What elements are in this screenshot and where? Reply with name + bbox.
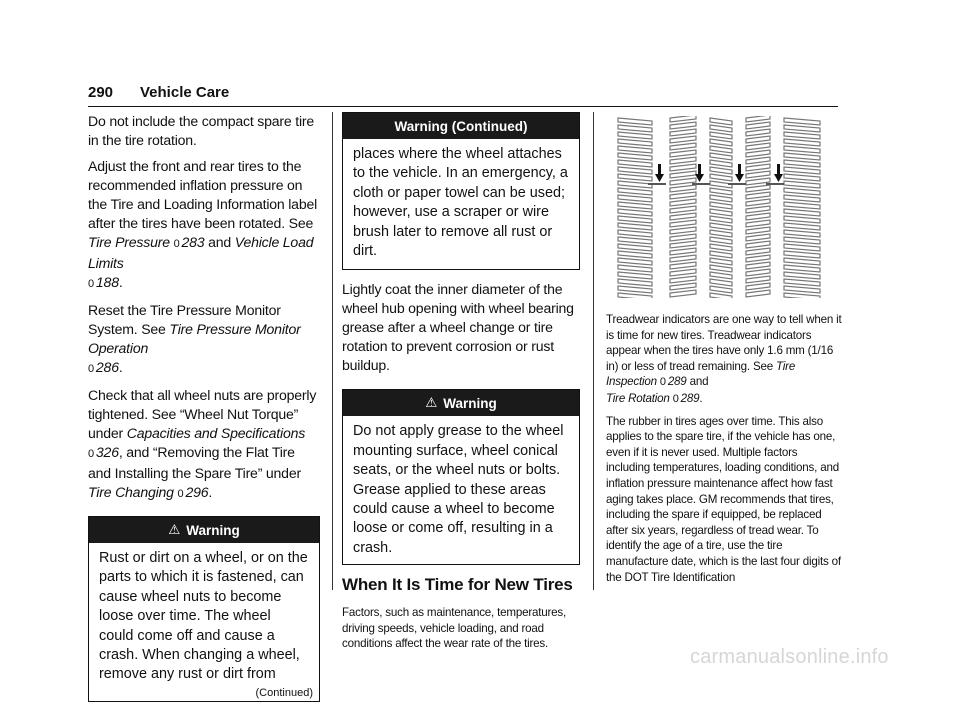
page-arrow-icon: 0 (173, 238, 180, 250)
tread-block (670, 269, 696, 276)
warning-title: Warning (186, 522, 240, 538)
page-header (88, 82, 838, 107)
tread-block (618, 174, 652, 181)
page-ref[interactable]: 283 (181, 234, 205, 250)
treadwear-indicator-illustration (614, 116, 824, 298)
warning-box (342, 389, 580, 565)
tread-block (618, 160, 652, 167)
tread-block (618, 251, 652, 258)
tread-block (618, 230, 652, 237)
tread-block (746, 269, 770, 276)
watermark: carmanualsonline.info (690, 646, 889, 668)
tread-block (710, 125, 732, 132)
tread-block (784, 286, 820, 293)
warning-body: Rust or dirt on a wheel, or on the parts to which it is fastened, can cause wheel nuts to become loose over time. The wheel could come off and cause a crash. When changing a wheel, remove any rust or dirt from (99, 550, 308, 683)
tread-block (784, 258, 820, 265)
tread-block (710, 118, 732, 125)
tread-block (710, 293, 732, 298)
column-3 (606, 312, 842, 591)
tread-block (710, 279, 732, 286)
tread-block (618, 237, 652, 244)
warning-title: Warning (Continued) (394, 118, 528, 134)
tread-block (670, 164, 696, 171)
tread-block (710, 139, 732, 146)
text: Treadwear indicators are one way to tell when it is time for new tires. Treadwear indicators appear when the tires have only 1.6 mm (1/16 in) or less of tread remaining. See (606, 313, 842, 373)
tread-block (746, 220, 770, 227)
page-arrow-icon: 0 (177, 488, 184, 500)
tread-block (618, 125, 652, 132)
tread-block (746, 122, 770, 129)
tread-block (670, 255, 696, 262)
text: and (686, 375, 709, 389)
tread-block (710, 251, 732, 258)
paragraph-treadwear-indicators: Treadwear indicators are one way to tell when it is time for new tires. Treadwear indicators appear when the tires have only 1.6 mm (1/16 in) or less of tread remaining. See Tire Inspection 0 289 and Tire Rotation 0 289. (606, 313, 842, 405)
tread-block (670, 220, 696, 227)
tread-block (746, 143, 770, 150)
tread-pattern (618, 116, 820, 298)
tread-block (670, 227, 696, 234)
tread-block (784, 174, 820, 181)
tread-block (746, 164, 770, 171)
tread-block (710, 174, 732, 181)
warning-header (343, 113, 579, 139)
tread-block (784, 237, 820, 244)
text: Check that all wheel nuts are properly tightened. See “Wheel Nut Torque” under (88, 387, 317, 441)
tread-block (746, 157, 770, 164)
tread-block (784, 265, 820, 272)
tread-block (746, 262, 770, 269)
warning-box (88, 516, 320, 702)
link-tire-rotation[interactable]: Tire Rotation (606, 391, 670, 405)
tread-block (618, 188, 652, 195)
tread-block (784, 125, 820, 132)
tread-block (710, 153, 732, 160)
tread-block (746, 206, 770, 213)
link-vehicle-load-limits[interactable]: Vehicle Load Limits (88, 234, 314, 271)
tread-block (670, 122, 696, 129)
tread-block (746, 290, 770, 297)
text: Reset the Tire Pressure Monitor System. See (88, 302, 281, 337)
tread-block (710, 160, 732, 167)
tread-block (710, 230, 732, 237)
tread-block (618, 195, 652, 202)
tread-block (746, 185, 770, 192)
paragraph-adjust-pressure: Adjust the front and rear tires to the recommended inflation pressure on the Tire and Loading Information label after the tires have been rotated. See Tire Pressure 0 283 and Vehicle Load Limits 0 188. (88, 158, 318, 290)
tread-block (618, 258, 652, 265)
tread-block (618, 223, 652, 230)
continued-label: (Continued) (255, 686, 313, 699)
tread-block (784, 244, 820, 251)
tread-block (710, 132, 732, 139)
page-ref[interactable]: 188 (95, 274, 119, 290)
tread-block (670, 157, 696, 164)
tread-block (670, 206, 696, 213)
page-arrow-icon: 0 (88, 278, 94, 290)
tread-block (746, 248, 770, 255)
tread-block (784, 188, 820, 195)
tread-block (618, 265, 652, 272)
tread-block (784, 160, 820, 167)
tread-block (710, 272, 732, 279)
warning-header (89, 517, 319, 543)
page-ref[interactable]: 289 (667, 375, 687, 389)
tread-block (784, 167, 820, 174)
tread-block (746, 234, 770, 241)
tread-block (618, 118, 652, 125)
link-tire-changing[interactable]: Tire Changing (88, 484, 174, 500)
tread-block (746, 171, 770, 178)
link-tire-inspection[interactable]: Tire Inspection (606, 359, 796, 389)
page-arrow-icon: 0 (88, 363, 94, 375)
page-ref[interactable]: 296 (185, 484, 209, 500)
tread-block (784, 216, 820, 223)
tread-block (784, 139, 820, 146)
tread-block (710, 167, 732, 174)
paragraph-factors: Factors, such as maintenance, temperatures, driving speeds, vehicle loading, and road conditions affect the wear rate of the tires. (342, 606, 567, 651)
tread-block (710, 188, 732, 195)
tread-block (670, 234, 696, 241)
tread-block (618, 216, 652, 223)
tread-block (746, 276, 770, 283)
tread-block (746, 150, 770, 157)
warning-body: places where the wheel attaches to the vehicle. In an emergency, a cloth or paper towel can be used; however, use a scraper or wire brush later to remove all rust or dirt. (353, 146, 568, 260)
tread-block (746, 241, 770, 248)
paragraph-spare-tire: Do not include the compact spare tire in the tire rotation. (88, 113, 315, 148)
tread-block (618, 244, 652, 251)
link-tpms-operation[interactable]: Tire Pressure Monitor Operation (88, 321, 301, 356)
tread-block (746, 199, 770, 206)
tread-block (710, 195, 732, 202)
tread-block (618, 167, 652, 174)
tread-block (746, 283, 770, 290)
tread-block (746, 227, 770, 234)
tread-block (618, 181, 652, 188)
page-ref[interactable]: 326 (95, 444, 119, 460)
tread-block (784, 272, 820, 279)
tread-block (670, 262, 696, 269)
tread-block (784, 153, 820, 160)
tread-block (784, 251, 820, 258)
tread-block (670, 150, 696, 157)
tread-block (710, 223, 732, 230)
tread-block (618, 272, 652, 279)
tread-block (710, 202, 732, 209)
tread-block (618, 209, 652, 216)
tread-block (618, 293, 652, 298)
tread-block (710, 216, 732, 223)
tread-block (670, 116, 696, 122)
paragraph-reset-tpms: Reset the Tire Pressure Monitor System. See Tire Pressure Monitor Operation 0 286. (88, 302, 301, 375)
tread-block (618, 153, 652, 160)
column-2 (342, 112, 580, 658)
page-arrow-icon: 0 (88, 448, 94, 460)
warning-icon: ⚠ (425, 395, 438, 411)
tread-block (670, 241, 696, 248)
tread-block (618, 279, 652, 286)
tread-block (670, 185, 696, 192)
tread-block (710, 209, 732, 216)
tread-block (670, 199, 696, 206)
tread-block (618, 139, 652, 146)
tread-block (784, 195, 820, 202)
link-tire-pressure[interactable]: Tire Pressure (88, 234, 170, 250)
tread-block (710, 146, 732, 153)
tread-block (784, 209, 820, 216)
warning-header (343, 390, 579, 416)
tread-block (670, 171, 696, 178)
page-arrow-icon: 0 (672, 392, 679, 405)
tread-block (746, 129, 770, 136)
tread-block (670, 213, 696, 220)
tread-block (784, 230, 820, 237)
tread-block (784, 118, 820, 125)
tread-block (618, 146, 652, 153)
tread-block (746, 136, 770, 143)
tread-block (618, 286, 652, 293)
tread-block (670, 143, 696, 150)
tread-block (746, 192, 770, 199)
tread-block (784, 132, 820, 139)
tread-block (784, 279, 820, 286)
text: Adjust the front and rear tires to the recommended inflation pressure on the Tire and Loading Information label after the tires have been rotated. See (88, 158, 318, 231)
column-1 (88, 112, 320, 712)
tread-block (710, 244, 732, 251)
section-title: Vehicle Care (140, 84, 230, 101)
warning-box-continued (342, 112, 580, 270)
tread-block (710, 286, 732, 293)
paragraph-tire-aging: The rubber in tires ages over time. This also applies to the spare tire, if the vehicle has one, even if it is never used. Multiple factors including temperatures, loading conditions, and inflation pressure maintenance affect how fast aging takes place. GM recommends that tires, including the spare if equipped, be replaced after six years, regardless of tread wear. To identify the age of a tire, use the tire manufacture date, which is the last four digits of the DOT Tire Identification (606, 414, 841, 584)
column-divider (593, 112, 594, 590)
paragraph-wheel-nuts: Check that all wheel nuts are properly tightened. See “Wheel Nut Torque” under Capacities and Specifications 0 326, and “Removing the Flat Tire and Installing the Spare Tire” under Tire Changing 0 296. (88, 387, 317, 500)
tread-block (784, 181, 820, 188)
warning-title: Warning (443, 395, 497, 411)
page-ref[interactable]: 286 (95, 359, 119, 375)
tread-block (784, 293, 820, 298)
text: , and “Removing the Flat Tire and Installing the Spare Tire” under (88, 444, 301, 481)
page-arrow-icon: 0 (659, 376, 666, 389)
tread-block (670, 192, 696, 199)
tread-block (746, 255, 770, 262)
tread-block (710, 258, 732, 265)
section-heading: When It Is Time for New Tires (342, 575, 573, 595)
tread-block (784, 223, 820, 230)
tread-block (670, 248, 696, 255)
tread-block (670, 136, 696, 143)
tread-block (746, 116, 770, 122)
tread-block (784, 202, 820, 209)
tread-block (670, 129, 696, 136)
tread-block (670, 283, 696, 290)
tread-block (618, 202, 652, 209)
text: and (204, 234, 235, 250)
tread-block (710, 265, 732, 272)
tread-block (618, 132, 652, 139)
column-divider (332, 112, 333, 590)
link-capacities[interactable]: Capacities and Specifications (126, 425, 306, 441)
paragraph-grease: Lightly coat the inner diameter of the wheel hub opening with wheel bearing grease after a wheel change or tire rotation to prevent corrosion or rust buildup. (342, 281, 574, 374)
warning-icon: ⚠ (168, 522, 181, 537)
tread-block (670, 290, 696, 297)
page-ref[interactable]: 289 (680, 391, 700, 405)
tread-block (710, 237, 732, 244)
page-number: 290 (88, 84, 114, 101)
tread-block (746, 213, 770, 220)
tread-block (784, 146, 820, 153)
tread-block (670, 276, 696, 283)
warning-body: Do not apply grease to the wheel mounting surface, wheel conical seats, or the wheel nuts or bolts. Grease applied to these areas could cause a wheel to become loose or come off, resulting in a crash. (353, 423, 564, 556)
